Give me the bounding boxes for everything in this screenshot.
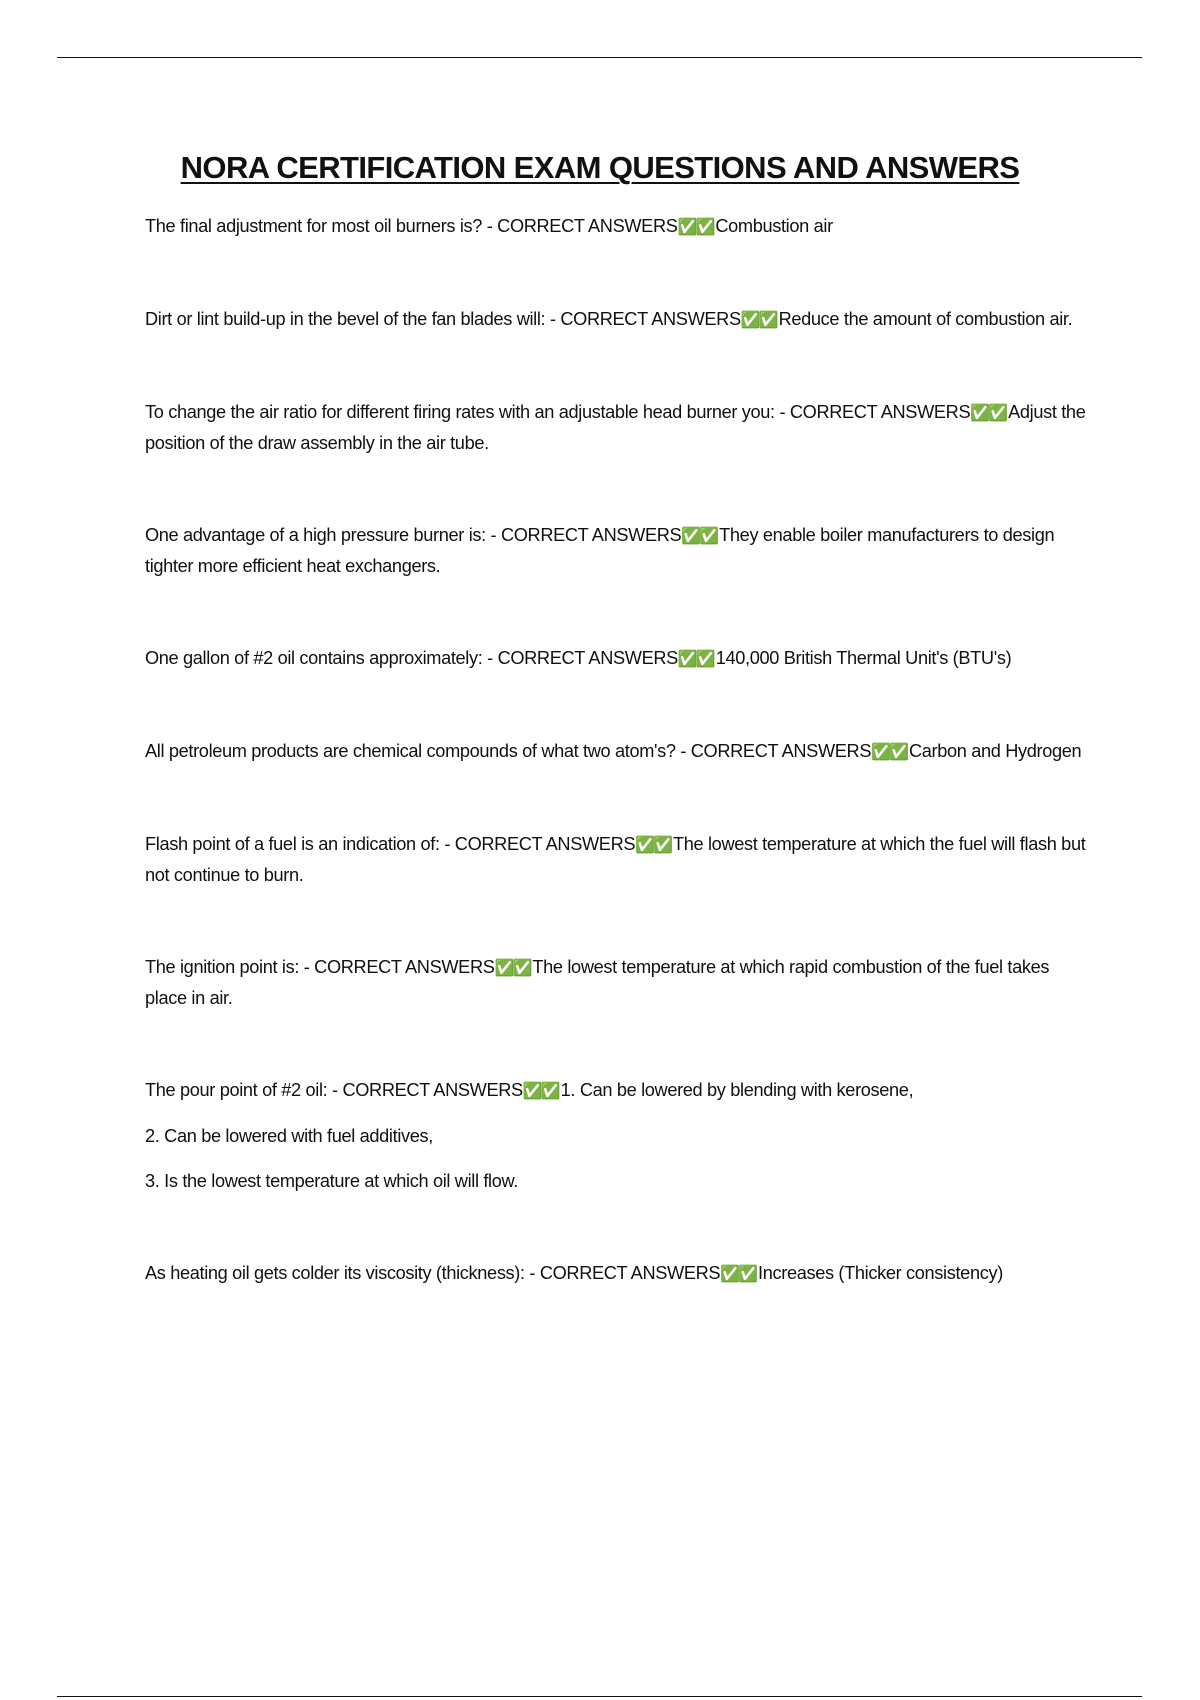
answer-text: The lowest temperature at which the fuel will flash but not continue to burn. xyxy=(145,834,1086,885)
double-check-icon: ✅✅ xyxy=(681,526,718,545)
answer-text: Reduce the amount of combustion air. xyxy=(778,309,1073,329)
double-check-icon: ✅✅ xyxy=(635,835,671,854)
question-text: One gallon of #2 oil contains approximately: xyxy=(145,648,483,668)
qa-list xyxy=(145,211,1090,1289)
double-check-icon: ✅✅ xyxy=(494,958,531,977)
correct-answers-marker: - CORRECT ANSWERS xyxy=(444,834,636,854)
page-title: NORA CERTIFICATION EXAM QUESTIONS AND ANSWERS xyxy=(180,150,1020,185)
double-check-icon: ✅✅ xyxy=(720,1264,757,1283)
question-text: The ignition point is: xyxy=(145,957,300,977)
correct-answers-marker: - CORRECT ANSWERS xyxy=(486,216,678,236)
answer-text: Carbon and Hydrogen xyxy=(908,741,1082,761)
qa-item xyxy=(145,1258,1090,1289)
question-text: Dirt or lint build-up in the bevel of the fan blades will: xyxy=(145,309,546,329)
double-check-icon: ✅✅ xyxy=(677,217,714,236)
bottom-rule xyxy=(57,1696,1142,1697)
correct-answers-marker: - CORRECT ANSWERS xyxy=(529,1263,721,1283)
question-text: The pour point of #2 oil: xyxy=(145,1080,328,1100)
double-check-icon: ✅✅ xyxy=(740,310,777,329)
answer-extra-line: 3. Is the lowest temperature at which oil will flow. xyxy=(145,1171,518,1191)
answer-text: 1. Can be lowered by blending with kerosene, xyxy=(560,1080,914,1100)
answer-text: They enable boiler manufacturers to design tighter more efficient heat exchangers. xyxy=(145,525,1055,576)
correct-answers-marker: - CORRECT ANSWERS xyxy=(680,741,872,761)
qa-item xyxy=(145,643,1090,674)
correct-answers-marker: - CORRECT ANSWERS xyxy=(303,957,495,977)
top-rule xyxy=(57,57,1142,58)
answer-text: Adjust the position of the draw assembly in the air tube. xyxy=(145,402,1086,453)
question-text: All petroleum products are chemical compounds of what two atom's? xyxy=(145,741,676,761)
question-text: One advantage of a high pressure burner is: xyxy=(145,525,486,545)
qa-item xyxy=(145,736,1090,767)
qa-item xyxy=(145,397,1090,458)
qa-item xyxy=(145,520,1090,581)
question-text: To change the air ratio for different firing rates with an adjustable head burner you: xyxy=(145,402,775,422)
question-text: As heating oil gets colder its viscosity (thickness): xyxy=(145,1263,525,1283)
qa-item xyxy=(145,211,1090,242)
qa-item xyxy=(145,1075,1090,1196)
correct-answers-marker: - CORRECT ANSWERS xyxy=(490,525,682,545)
question-text: Flash point of a fuel is an indication of: xyxy=(145,834,440,854)
correct-answers-marker: - CORRECT ANSWERS xyxy=(549,309,741,329)
title-container xyxy=(0,150,1200,186)
answer-text: 140,000 British Thermal Unit's (BTU's) xyxy=(715,648,1012,668)
correct-answers-marker: - CORRECT ANSWERS xyxy=(779,402,971,422)
answer-extra-line: 2. Can be lowered with fuel additives, xyxy=(145,1126,433,1146)
answer-text: Combustion air xyxy=(715,216,833,236)
question-text: The final adjustment for most oil burners is? xyxy=(145,216,483,236)
double-check-icon: ✅✅ xyxy=(677,649,714,668)
double-check-icon: ✅✅ xyxy=(522,1081,559,1100)
qa-item xyxy=(145,952,1090,1013)
qa-item xyxy=(145,829,1090,890)
correct-answers-marker: - CORRECT ANSWERS xyxy=(332,1080,523,1100)
double-check-icon: ✅✅ xyxy=(871,742,907,761)
qa-item xyxy=(145,304,1090,335)
double-check-icon: ✅✅ xyxy=(970,403,1007,422)
correct-answers-marker: - CORRECT ANSWERS xyxy=(487,648,678,668)
answer-text: The lowest temperature at which rapid combustion of the fuel takes place in air. xyxy=(145,957,1050,1008)
answer-text: Increases (Thicker consistency) xyxy=(758,1263,1003,1283)
